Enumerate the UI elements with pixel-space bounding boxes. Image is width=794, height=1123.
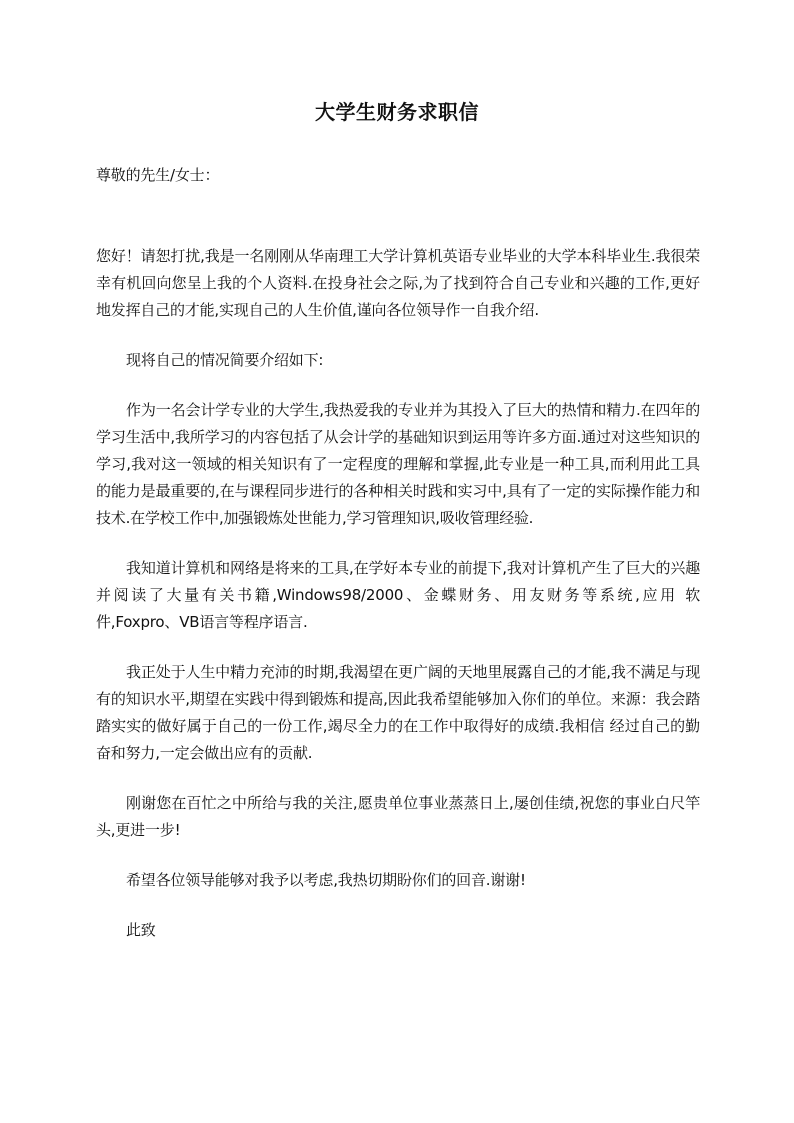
paragraph-greeting: 您好！请恕打扰,我是一名刚刚从华南理工大学计算机英语专业毕业的大学本科毕业生.我很荣幸有机回向您呈上我的个人资料.在投身社会之际,为了找到符合自己专业和兴趣的工作,更好地发挥自己的才能,实现自己的人生价值,谨向各位领导作一自我介绍. bbox=[96, 247, 700, 319]
paragraph-hope: 希望各位领导能够对我予以考虑,我热切期盼你们的回音.谢谢! bbox=[126, 871, 526, 889]
paragraph-thanks: 刚谢您在百忙之中所给与我的关注,愿贵单位事业蒸蒸日上,屡创佳绩,祝您的事业白尺竿头,更进一步! bbox=[96, 794, 700, 839]
letter-salutation: 尊敬的先生/女士： bbox=[96, 166, 220, 184]
letter-title: 大学生财务求职信 bbox=[315, 100, 479, 124]
paragraph-major: 作为一名会计学专业的大学生,我热爱我的专业并为其投入了巨大的热情和精力.在四年的学习生活中,我所学习的内容包括了从会计学的基础知识到运用等许多方面.通过对这些知识的学习,我对这一领域的相关知识有了一定程度的理解和掌握,此专业是一种工具,而利用此工具的能力是最重要的,在与课程同步进行的各种相关时践和实习中,具有了一定的实际操作能力和技术.在学校工作中,加强锻炼处世能力,学习管理知识,吸收管理经验. bbox=[96, 401, 700, 527]
paragraph-aspiration: 我正处于人生中精力充沛的时期,我渴望在更广阔的天地里展露自己的才能,我不满足与现有的知识水平,期望在实践中得到锻炼和提高,因此我希望能够加入你们的单位。来源：我会踏踏实实的做好属于自己的一份工作,竭尽全力的在工作中取得好的成绩.我相信 经过自己的勤奋和努力,一定会做出应有的贡献. bbox=[96, 663, 700, 762]
letter-body bbox=[96, 162, 700, 944]
paragraph-intro: 现将自己的情况简要介绍如下: bbox=[126, 351, 324, 369]
paragraph-closing: 此致 bbox=[126, 921, 156, 939]
paragraph-computer-skills: 我知道计算机和网络是将来的工具,在学好本专业的前提下,我对计算机产生了巨大的兴趣并阅读了大量有关书籍,Windows98/2000、金蝶财务、用友财务等系统,应用 软件,Foxpro、VB语言等程序语言. bbox=[96, 559, 700, 631]
